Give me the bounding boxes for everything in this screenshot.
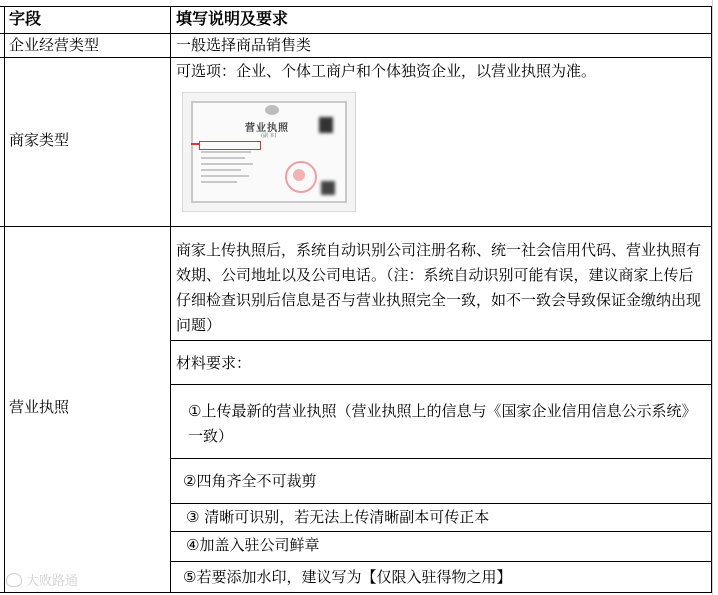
license-title: 营业执照 [245,123,289,134]
table-border [0,592,712,593]
table-border [0,57,712,58]
highlight-box [199,141,261,150]
qr-code-icon [321,181,335,195]
national-emblem-icon [265,105,279,115]
grid-line [712,0,713,595]
table-border [170,6,171,593]
requirement-item: ①上传最新的营业执照（营业执照上的信息与《国家企业信用信息公示系统》一致） [188,402,697,445]
field-enterprise-type: 企业经营类型 [9,36,100,54]
table-border [4,6,5,593]
watermark [6,570,78,589]
table-border [0,6,712,7]
field-business-license: 营业执照 [9,398,70,416]
table-border [0,33,712,34]
license-subtitle: (副 本) [261,133,277,139]
desc-enterprise-type: 一般选择商品销售类 [176,36,312,54]
requirement-item: ③ 清晰可识别，若无法上传清晰副本可传正本 [186,508,490,526]
materials-label: 材料要求： [176,354,252,372]
table-border [170,340,712,341]
table-border [711,6,712,593]
requirement-item: ②四角齐全不可裁剪 [183,472,317,490]
requirement-item: ④加盖入驻公司鲜章 [186,536,320,554]
table-border [170,503,712,504]
watermark-text: 大败路通 [26,574,79,589]
arrow-icon [191,143,199,145]
field-merchant-type: 商家类型 [9,131,70,149]
weibo-icon [6,573,22,587]
table-border [170,384,712,385]
table-border [0,226,712,227]
qr-code-icon [319,117,333,133]
desc-business-license: 商家上传执照后，系统自动识别公司注册名称、统一社会信用代码、营业执照有效期、公司地址以及公司电话。（注：系统自动识别可能有误，建议商家上传后仔细检查识别后信息是否与营业执照完全一致，如不一致会导致保证金缴纳出现问题） [176,241,702,334]
column-header-field: 字段 [9,9,42,28]
business-license-image [182,92,356,212]
table-border [170,458,712,459]
desc-merchant-type: 可选项：企业、个体工商户和个体独资企业，以营业执照为准。 [176,62,597,80]
column-header-description: 填写说明及要求 [176,9,289,28]
requirement-item: ⑤若要添加水印，建议写为【仅限入驻得物之用】 [183,568,512,586]
table-border [170,561,712,562]
table-border [170,531,712,532]
